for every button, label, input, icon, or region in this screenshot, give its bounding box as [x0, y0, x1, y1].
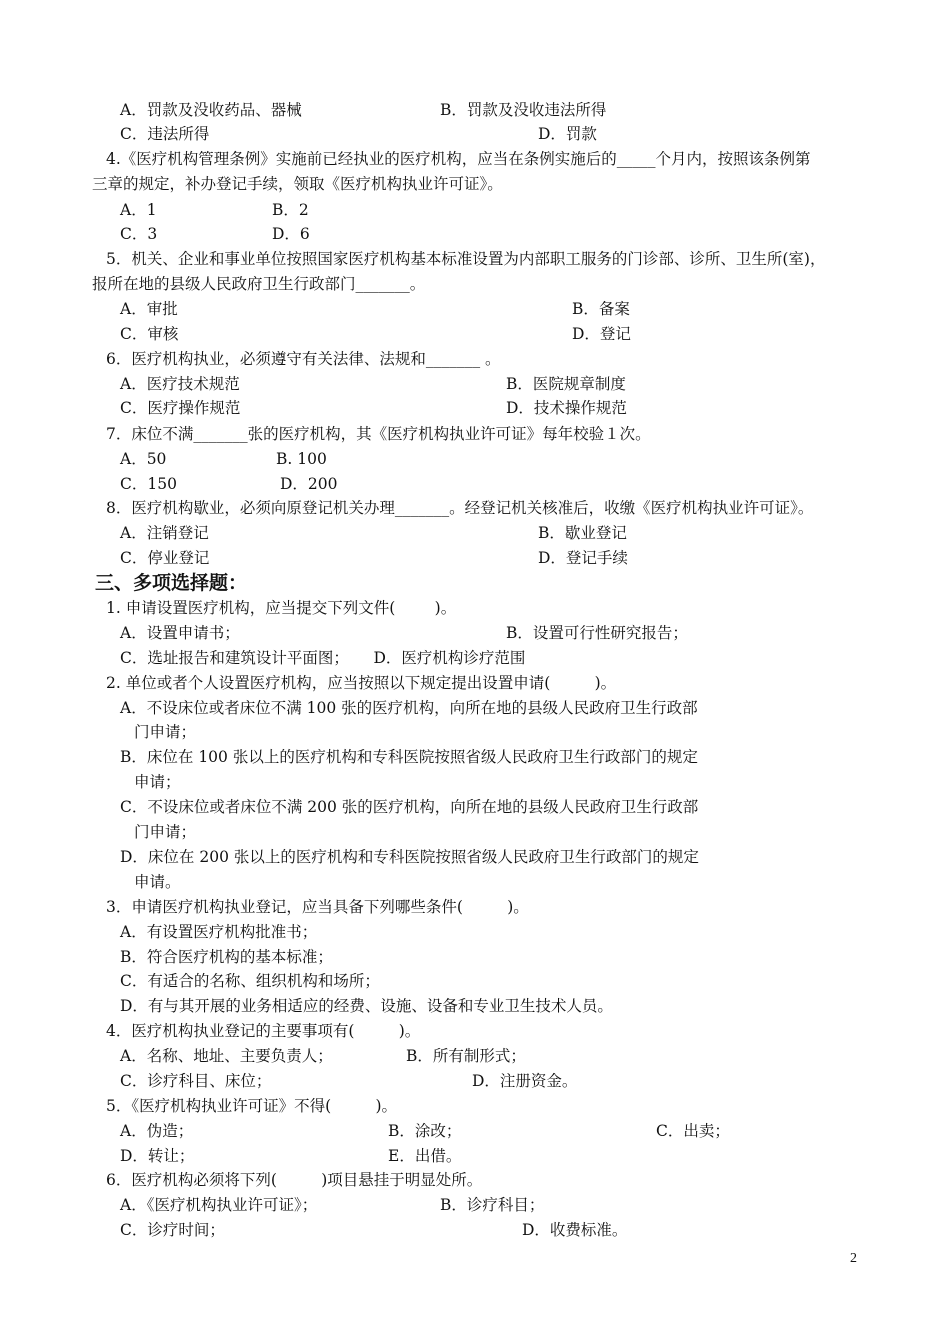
mq5-option-a: A．伪造；: [120, 1122, 194, 1140]
mq2-option-a-cont: 门申请；: [134, 723, 197, 741]
q8-text: 8．医疗机构歇业，必须向原登记机关办理_______。经登记机关核准后，收缴《医疗机构执业许可证》。: [106, 499, 814, 517]
mq6-option-c: C．诊疗时间；: [120, 1221, 225, 1239]
mq5-option-e: E．出借。: [388, 1147, 462, 1165]
mq4-option-c: C．诊疗科目、床位；: [120, 1072, 272, 1090]
mq3-option-a: A．有设置医疗机构批准书；: [120, 923, 318, 941]
mq2-option-d-cont: 申请。: [134, 873, 181, 891]
mq2-option-d: D．床位在 200 张以上的医疗机构和专科医院按照省级人民政府卫生行政部门的规定: [120, 848, 699, 866]
mq5-option-c: C．出卖；: [656, 1122, 730, 1140]
mq6-option-d: D．收费标准。: [522, 1221, 628, 1239]
q8-option-d: D．登记手续: [538, 549, 628, 567]
mq4-option-d: D．注册资金。: [472, 1072, 578, 1090]
q7-option-a: A．50: [120, 450, 167, 468]
mq4-option-a: A．名称、地址、主要负责人；: [120, 1047, 333, 1065]
q4-option-c: C．3: [120, 225, 158, 243]
q5-option-a: A．审批: [120, 300, 178, 318]
q6-option-a: A．医疗技术规范: [120, 375, 240, 393]
q8-option-c: C．停业登记: [120, 549, 210, 567]
q5-option-c: C．审核: [120, 325, 179, 343]
q4-option-d: D．6: [272, 225, 310, 243]
mq5-text: 5．《医疗机构执业许可证》不得( )。: [106, 1097, 398, 1115]
q5-option-b: B．备案: [572, 300, 630, 318]
q3-option-a: A．罚款及没收药品、器械: [120, 101, 302, 119]
q3-option-d: D．罚款: [538, 125, 597, 143]
q3-option-b: B．罚款及没收违法所得: [440, 101, 607, 119]
mq2-option-a: A．不设床位或者床位不满 100 张的医疗机构，向所在地的县级人民政府卫生行政部: [120, 699, 698, 717]
q8-option-a: A．注销登记: [120, 524, 209, 542]
q4-text: 4.《医疗机构管理条例》实施前已经执业的医疗机构，应当在条例实施后的_____个月内，按照该条例第: [106, 150, 811, 168]
mq6-text: 6．医疗机构必须将下列( )项目悬挂于明显处所。: [106, 1171, 483, 1189]
q7-option-d: D．200: [280, 475, 338, 493]
q4-option-a: A．1: [120, 201, 157, 219]
q6-option-b: B．医院规章制度: [506, 375, 626, 393]
q7-text: 7．床位不满_______张的医疗机构，其《医疗机构执业许可证》每年校验１次。: [106, 425, 651, 443]
q6-option-d: D．技术操作规范: [506, 399, 627, 417]
mq2-option-b-cont: 申请；: [134, 773, 181, 791]
q6-option-c: C．医疗操作规范: [120, 399, 241, 417]
mq2-text: 2. 单位或者个人设置医疗机构，应当按照以下规定提出设置申请( )。: [106, 674, 617, 692]
q8-option-b: B．歇业登记: [538, 524, 627, 542]
q7-option-c: C．150: [120, 475, 177, 493]
mq2-option-b: B．床位在 100 张以上的医疗机构和专科医院按照省级人民政府卫生行政部门的规定: [120, 748, 698, 766]
mq3-text: 3．申请医疗机构执业登记，应当具备下列哪些条件( )。: [106, 898, 529, 916]
mq3-option-b: B．符合医疗机构的基本标准；: [120, 948, 333, 966]
q4-option-b: B．2: [272, 201, 309, 219]
section-heading-multiple-choice: 三、多项选择题：: [95, 572, 248, 594]
mq1-option-a: A．设置申请书；: [120, 624, 240, 642]
mq4-option-b: B．所有制形式；: [406, 1047, 526, 1065]
mq5-option-d: D．转让；: [120, 1147, 195, 1165]
mq2-option-c-cont: 门申请；: [134, 823, 197, 841]
q5-text: 5．机关、企业和事业单位按照国家医疗机构基本标准设置为内部职工服务的门诊部、诊所、卫生所(室)，: [106, 250, 826, 268]
mq3-option-c: C．有适合的名称、组织机构和场所；: [120, 972, 380, 990]
q7-option-b: B. 100: [276, 450, 327, 468]
mq6-option-a: A．《医疗机构执业许可证》；: [120, 1196, 318, 1214]
q5-option-d: D．登记: [572, 325, 631, 343]
q3-option-c: C．违法所得: [120, 125, 210, 143]
mq1-text: 1. 申请设置医疗机构，应当提交下列文件( )。: [106, 599, 457, 617]
q6-text: 6．医疗机构执业，必须遵守有关法律、法规和_______ 。: [106, 350, 501, 368]
mq2-option-c: C．不设床位或者床位不满 200 张的医疗机构，向所在地的县级人民政府卫生行政部: [120, 798, 699, 816]
mq1-option-cd: C．选址报告和建筑设计平面图； D．医疗机构诊疗范围: [120, 649, 526, 667]
mq5-option-b: B．涂改；: [388, 1122, 462, 1140]
q4-text-cont: 三章的规定，补办登记手续，领取《医疗机构执业许可证》。: [92, 175, 503, 193]
mq1-option-b: B．设置可行性研究报告；: [506, 624, 688, 642]
mq3-option-d: D．有与其开展的业务相适应的经费、设施、设备和专业卫生技术人员。: [120, 997, 613, 1015]
mq6-option-b: B．诊疗科目；: [440, 1196, 545, 1214]
q5-text-cont: 报所在地的县级人民政府卫生行政部门_______。: [92, 275, 426, 293]
mq4-text: 4．医疗机构执业登记的主要事项有( )。: [106, 1022, 421, 1040]
page-number: 2: [850, 1251, 857, 1266]
